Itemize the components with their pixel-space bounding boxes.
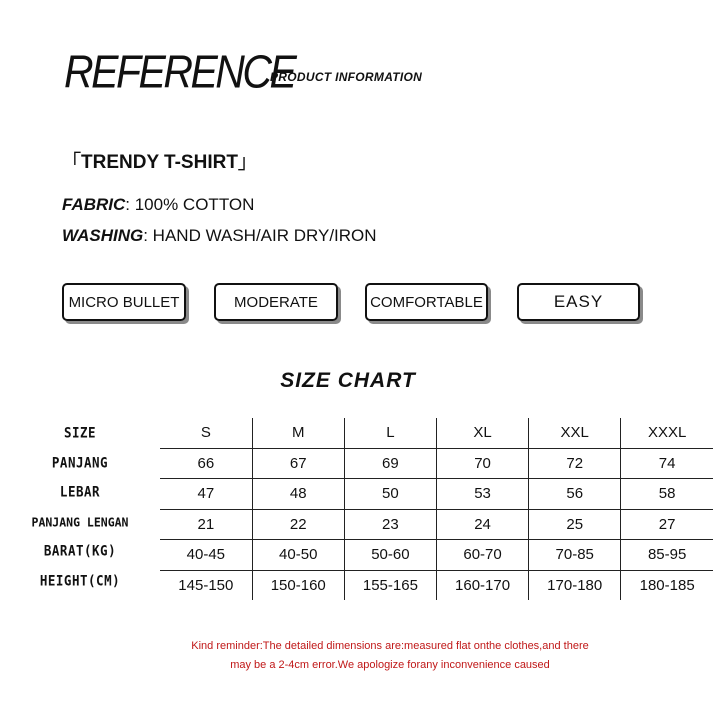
table-cell: 85-95	[621, 540, 713, 571]
table-cell: 56	[529, 479, 621, 510]
table-row	[160, 540, 713, 571]
table-cell: 22	[252, 509, 344, 540]
table-cell: 25	[529, 509, 621, 540]
table-cell: 27	[621, 509, 713, 540]
table-cell: 150-160	[252, 570, 344, 600]
page-subtitle: PRODUCT INFORMATION	[270, 70, 423, 84]
table-cell: 72	[529, 448, 621, 479]
washing-value: : HAND WASH/AIR DRY/IRON	[143, 226, 377, 245]
reminder-line-2: may be a 2-4cm error.We apologize forany inconvenience caused	[230, 659, 550, 671]
product-name: 「TRENDY T-SHIRT」	[62, 152, 257, 173]
reminder-line-1: Kind reminder:The detailed dimensions are:measured flat onthe clothes,and there	[191, 640, 589, 652]
table-cell: 160-170	[436, 570, 528, 600]
size-chart-title: SIZE CHART	[280, 369, 416, 392]
table-cell: XXXL	[621, 418, 713, 448]
table-row	[160, 509, 713, 540]
table-cell: 70	[436, 448, 528, 479]
table-cell: L	[344, 418, 436, 448]
fabric-spec	[62, 195, 254, 215]
row-label-panjang: PANJANG	[51, 453, 109, 471]
table-row	[160, 448, 713, 479]
table-cell: 50	[344, 479, 436, 510]
table-cell: M	[252, 418, 344, 448]
tag-easy: EASY	[517, 283, 640, 321]
row-label-panjang-lengan: PANJANG LENGAN	[31, 513, 129, 530]
table-cell: S	[160, 418, 252, 448]
table-cell: 53	[436, 479, 528, 510]
table-cell: 70-85	[529, 540, 621, 571]
row-label-height: HEIGHT(CM)	[39, 571, 121, 589]
row-label-lebar: LEBAR	[59, 483, 101, 500]
table-cell: 66	[160, 448, 252, 479]
washing-label: WASHING	[62, 226, 144, 245]
table-cell: 145-150	[160, 570, 252, 600]
table-cell: XXL	[529, 418, 621, 448]
table-cell: 170-180	[529, 570, 621, 600]
table-cell: 21	[160, 509, 252, 540]
table-row	[160, 418, 713, 448]
table-cell: 40-50	[252, 540, 344, 571]
table-cell: 58	[621, 479, 713, 510]
row-label-size: SIZE	[63, 424, 97, 441]
table-cell: 69	[344, 448, 436, 479]
row-label-barat: BARAT(KG)	[43, 542, 117, 559]
table-cell: 24	[436, 509, 528, 540]
tag-comfortable: COMFORTABLE	[365, 283, 488, 321]
size-chart-row-labels	[0, 418, 160, 595]
size-chart-table	[160, 418, 713, 600]
tag-moderate: MODERATE	[214, 283, 338, 321]
table-row	[160, 479, 713, 510]
table-cell: 23	[344, 509, 436, 540]
table-cell: 40-45	[160, 540, 252, 571]
table-cell: 50-60	[344, 540, 436, 571]
table-cell: 60-70	[436, 540, 528, 571]
fabric-label: FABRIC	[62, 195, 126, 214]
page-title: REFERENCE	[64, 46, 295, 98]
table-row	[160, 570, 713, 600]
table-cell: XL	[436, 418, 528, 448]
fabric-value: : 100% COTTON	[125, 195, 255, 214]
table-cell: 48	[252, 479, 344, 510]
table-cell: 74	[621, 448, 713, 479]
table-cell: 180-185	[639, 576, 695, 594]
table-cell: 47	[160, 479, 252, 510]
table-cell: 155-165	[344, 570, 436, 600]
table-cell: 67	[252, 448, 344, 479]
tag-micro-bullet: MICRO BULLET	[62, 283, 186, 321]
washing-spec	[62, 226, 377, 246]
